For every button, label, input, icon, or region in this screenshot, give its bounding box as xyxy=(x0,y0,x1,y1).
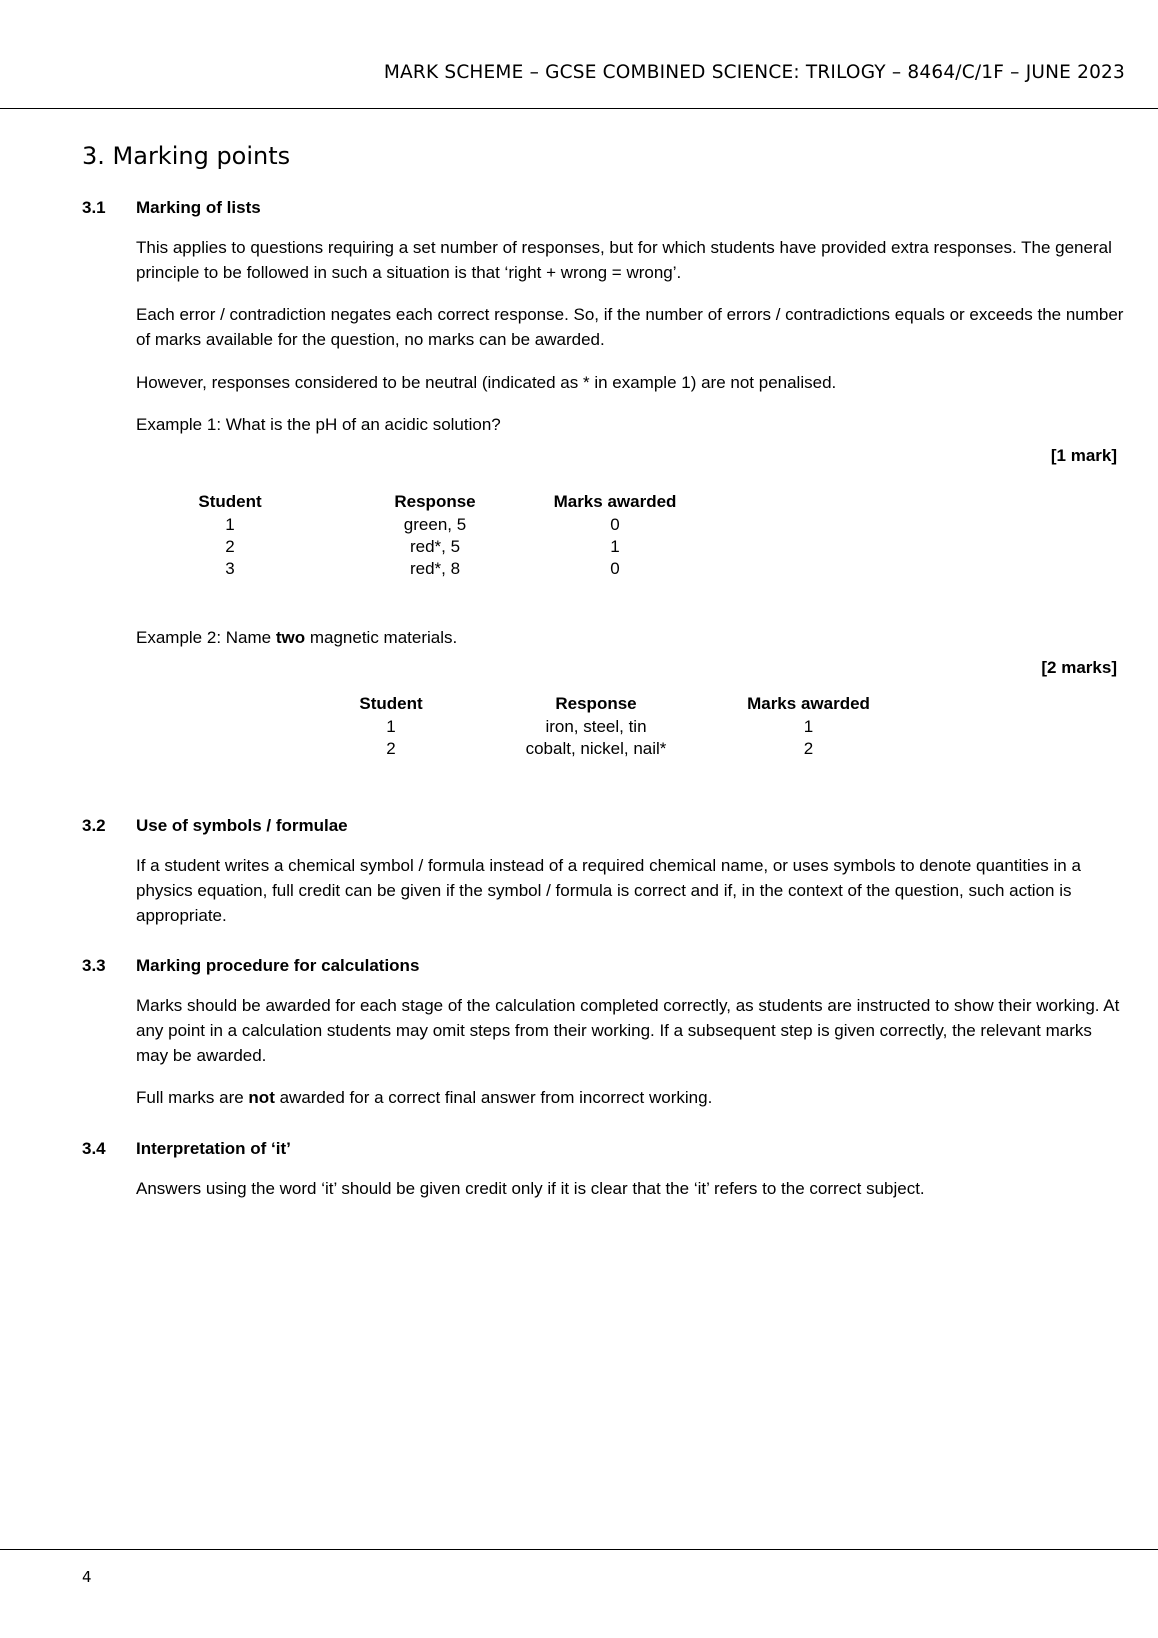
table-header-row xyxy=(299,694,909,716)
cell-marks: 1 xyxy=(803,717,814,737)
subsection-body-3-3 xyxy=(136,994,1125,1111)
cell-marks: 1 xyxy=(610,536,620,556)
example-2-table-wrap xyxy=(82,694,1125,760)
cell-response: red*, 5 xyxy=(409,536,461,556)
example-2-prompt-post: magnetic materials. xyxy=(305,627,458,647)
column-header-response: Response xyxy=(394,491,476,511)
cell-marks: 0 xyxy=(610,514,620,534)
example-1-table-wrap xyxy=(82,492,1125,580)
cell-response: iron, steel, tin xyxy=(545,717,647,737)
calculation-note xyxy=(136,1086,1125,1111)
example-2-prompt-pre: Example 2: Name xyxy=(136,627,276,647)
cell-marks: 0 xyxy=(610,558,620,578)
paragraph: Answers using the word ‘it’ should be given credit only if it is clear that the ‘it’ refers to the correct subject. xyxy=(136,1178,925,1198)
example-2-prompt-block xyxy=(136,626,1125,651)
cell-student: 1 xyxy=(386,717,396,737)
example-1-marks: [1 mark] xyxy=(1050,445,1117,465)
subsection-number: 3.3 xyxy=(82,956,106,976)
calculation-note-post: awarded for a correct final answer from incorrect working. xyxy=(274,1088,713,1108)
column-header-response: Response xyxy=(555,694,637,714)
table-header-row xyxy=(130,492,690,514)
cell-marks: 2 xyxy=(803,739,814,759)
example-2-prompt-emphasis: two xyxy=(275,627,306,647)
calculation-note-pre: Full marks are xyxy=(136,1088,249,1108)
example-1-table xyxy=(130,492,690,580)
paragraph: This applies to questions requiring a set number of responses, but for which students have provided extra responses. The general principle to be followed in such a situation is that ‘right + wrong = wrong’. xyxy=(136,238,1112,282)
paragraph: However, responses considered to be neutral (indicated as * in example 1) are not penalised. xyxy=(136,372,837,392)
column-header-marks-awarded: Marks awarded xyxy=(747,694,870,714)
subsection-number: 3.4 xyxy=(82,1138,106,1158)
subsection-number: 3.1 xyxy=(82,198,106,217)
table-row xyxy=(299,738,909,760)
paragraph: Marks should be awarded for each stage of the calculation completed correctly, as students are instructed to show their working. At any point in a calculation students may omit steps from their working. If a subsequent step is given correctly, the relevant marks may be awarded. xyxy=(136,996,1120,1065)
example-2-marks: [2 marks] xyxy=(1041,658,1117,678)
page-title: 3. Marking points xyxy=(82,142,291,170)
subsection-number: 3.2 xyxy=(82,816,106,836)
example-2-table xyxy=(299,694,909,760)
subsection-title: Use of symbols / formulae xyxy=(136,816,348,836)
header-divider xyxy=(0,108,1158,109)
page-content xyxy=(0,142,1158,1202)
calculation-note-emphasis: not xyxy=(248,1088,275,1108)
table-row xyxy=(299,716,909,738)
subsection-heading-3-1 xyxy=(82,198,1125,218)
column-header-student: Student xyxy=(198,491,262,511)
cell-student: 3 xyxy=(225,558,235,578)
subsection-body-3-4 xyxy=(136,1177,1125,1202)
subsection-body-3-1 xyxy=(136,236,1125,438)
subsection-title: Marking of lists xyxy=(136,198,261,217)
cell-student: 2 xyxy=(225,536,235,556)
cell-response: red*, 8 xyxy=(409,558,461,578)
page-number: 4 xyxy=(82,1568,92,1586)
footer-divider xyxy=(0,1549,1158,1550)
cell-response: green, 5 xyxy=(403,514,467,534)
cell-student: 2 xyxy=(386,739,396,759)
cell-student: 1 xyxy=(225,514,235,534)
subsection-title: Marking procedure for calculations xyxy=(136,956,420,976)
subsection-heading-3-3 xyxy=(82,956,1125,976)
subsection-heading-3-4 xyxy=(82,1139,1125,1159)
table-row xyxy=(130,514,690,536)
example-2-prompt xyxy=(136,626,1125,651)
subsection-heading-3-2 xyxy=(82,816,1125,836)
column-header-marks-awarded: Marks awarded xyxy=(553,491,677,511)
page-header: MARK SCHEME – GCSE COMBINED SCIENCE: TRILOGY – 8464/C/1F – JUNE 2023 xyxy=(383,62,1125,83)
cell-response: cobalt, nickel, nail* xyxy=(525,739,667,759)
subsection-body-3-2 xyxy=(136,854,1125,928)
subsection-title: Interpretation of ‘it’ xyxy=(136,1138,291,1158)
paragraph: If a student writes a chemical symbol / formula instead of a required chemical name, or uses symbols to denote quantities in a physics equation, full credit can be given if the symbol / formula is correct and if, in the context of the question, such action is appropriate. xyxy=(136,856,1081,925)
table-row xyxy=(130,558,690,580)
table-row xyxy=(130,536,690,558)
column-header-student: Student xyxy=(359,694,423,714)
paragraph: Each error / contradiction negates each correct response. So, if the number of errors / contradictions equals or exceeds the number of marks available for the question, no marks can be awarded. xyxy=(136,305,1124,349)
example-1-prompt: Example 1: What is the pH of an acidic solution? xyxy=(136,415,501,435)
